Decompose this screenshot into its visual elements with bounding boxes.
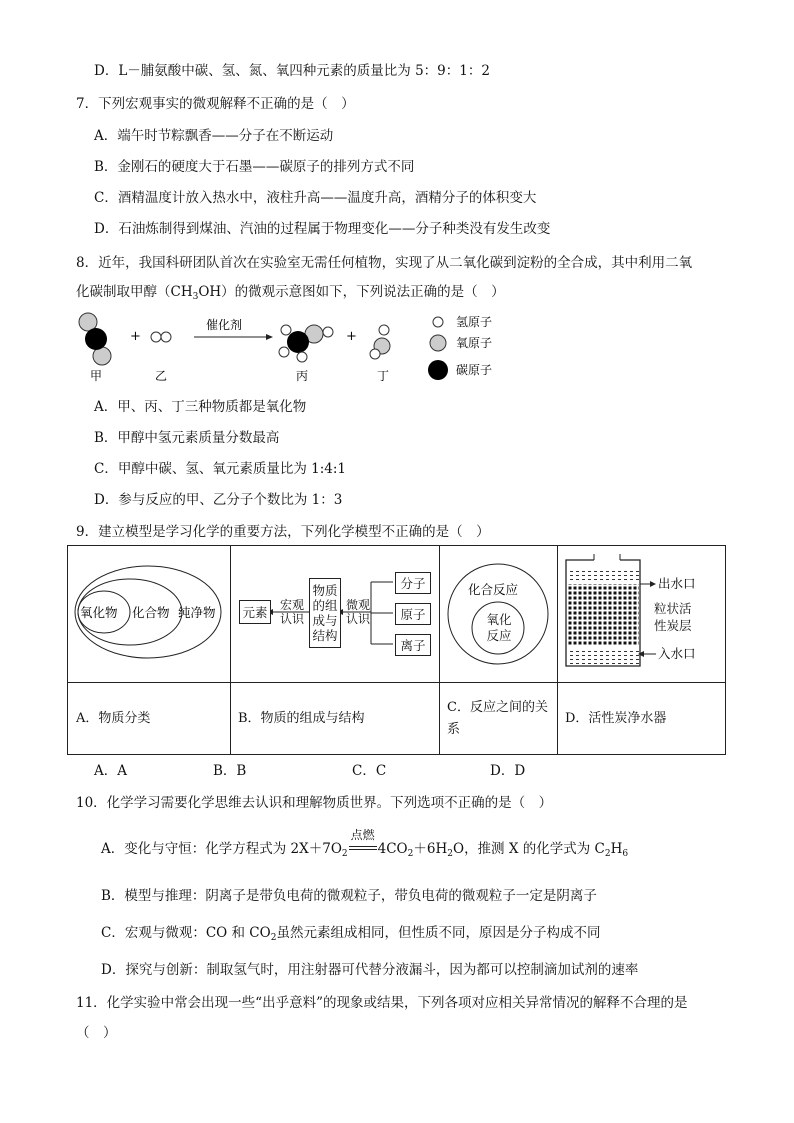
hydrogen-atom <box>279 347 289 357</box>
legend-oxygen-icon <box>430 335 446 351</box>
mid-ellipse-label: 化合物 <box>132 605 170 620</box>
q9-stem: 9．建立模型是学习化学的重要方法，下列化学模型不正确的是（ ） <box>76 524 490 540</box>
q11-stem: 11．化学实验中常会出现一些“出乎意料”的现象或结果，下列各项对应相关异常情况的解释不合理的是 <box>76 995 688 1011</box>
q9-answer-d: D．D <box>490 763 526 779</box>
legend-hydrogen-icon <box>433 317 443 327</box>
legend-hydrogen-label: 氢原子 <box>456 315 493 329</box>
q9-answer-c: C．C <box>352 763 387 779</box>
q10-option-a: A．变化与守恒：化学方程式为 $2X+7O_2$ 点燃 $4CO_2+6H_2O$，推测 X 的化学式为 $C_2H_6$ <box>101 840 628 863</box>
hydrogen-atom <box>281 325 291 335</box>
composition-diagram <box>231 546 439 682</box>
q8-option-b: B．甲醇中氢元素质量分数最高 <box>94 430 280 446</box>
molecule-bing <box>279 325 333 362</box>
micro-label: 微观认识 <box>345 598 370 626</box>
caption-b: B．物质的组成与结构 <box>238 711 365 726</box>
carbon-layer-label: 粒状活性炭层 <box>654 601 692 633</box>
q10-stem: 10．化学学习需要化学思维去认识和理解物质世界。下列选项不正确的是（ ） <box>76 795 553 811</box>
macro-label: 宏观认识 <box>279 598 304 626</box>
q10-option-d: D．探究与创新：制取氢气时，用注射器可代替分液漏斗，因为都可以控制滴加试剂的速率 <box>101 962 639 978</box>
label-bing: 丙 <box>296 369 309 383</box>
reaction-diagram <box>70 308 630 388</box>
legend-carbon-icon <box>428 360 448 380</box>
molecule-jia <box>79 313 111 365</box>
hydrogen-atom <box>297 352 307 362</box>
molecule-yi <box>151 332 171 342</box>
q7-option-a: A．端午时节粽飘香——分子在不断运动 <box>94 128 334 144</box>
catalyst-label: 催化剂 <box>206 318 243 332</box>
condition-ignite: 点燃 <box>350 828 375 842</box>
carbon-atom <box>287 331 309 353</box>
q7-stem: 7．下列宏观事实的微观解释不正确的是（ ） <box>76 96 355 112</box>
inlet-label: 入水口 <box>658 646 696 661</box>
q9-answer-a: A．A <box>94 763 127 779</box>
legend-carbon-label: 碳原子 <box>456 363 493 377</box>
plus-sign: + <box>130 329 141 344</box>
classification-diagram <box>68 546 230 682</box>
q8-option-a: A．甲、丙、丁三种物质都是氧化物 <box>94 399 307 415</box>
q8-option-d: D．参与反应的甲、乙分子个数比为 1：3 <box>94 492 343 508</box>
q7-option-b: B．金刚石的硬度大于石墨——碳原子的排列方式不同 <box>94 159 415 175</box>
q10-option-b: B．模型与推理：阴离子是带负电荷的微观粒子，带负电荷的微观粒子一定是阴离子 <box>101 888 597 904</box>
inner-ellipse-label: 氧化物 <box>80 605 118 620</box>
caption-d: D．活性炭净水器 <box>565 711 667 726</box>
hydrogen-atom <box>323 327 333 337</box>
q9-answer-b: B．B <box>213 763 247 779</box>
caption-a: A．物质分类 <box>76 711 151 726</box>
water-purifier-diagram <box>558 546 726 682</box>
q8-stem-line1: 8．近年，我国科研团队首次在实验室无需任何植物，实现了从二氧化碳到淀粉的全合成，其中利用二氧 <box>76 255 693 271</box>
carbon-atom <box>85 328 107 350</box>
chemical-equation: $2X+7O_2$ 点燃 $4CO_2+6H_2O$ <box>290 828 465 859</box>
center-box: 物质的组成与结构 <box>309 578 341 648</box>
q8-stem-line2: 化碳制取甲醇$(CH_3OH)$的微观示意图如下，下列说法正确的是（ ） <box>76 284 505 302</box>
hydrogen-atom <box>161 332 171 342</box>
label-jia: 甲 <box>90 369 103 383</box>
outer-circle-label: 化合反应 <box>468 582 519 597</box>
q10-option-c: C．宏观与微观：CO 和 $CO_2$虽然元素组成相同，但性质不同，原因是分子构成不同 <box>101 925 601 943</box>
molecule-box: 分子 <box>395 572 431 594</box>
model-table <box>67 545 726 755</box>
outlet-label: 出水口 <box>658 576 696 591</box>
q11-stem-line2: （ ） <box>76 1025 117 1041</box>
q7-option-c: C．酒精温度计放入热水中，液柱升高——温度升高，酒精分子的体积变大 <box>94 190 537 206</box>
inner-circle-label: 氧化反应 <box>486 612 512 643</box>
q8-option-c: C．甲醇中碳、氢、氧元素质量比为 1:4:1 <box>94 461 346 477</box>
hydrogen-atom <box>379 325 389 335</box>
caption-c: C．反应之间的关 系 <box>447 700 548 737</box>
q7-option-d: D．石油炼制得到煤油、汽油的过程属于物理变化——分子种类没有发生改变 <box>94 221 551 237</box>
hydrogen-atom <box>370 349 380 359</box>
outer-ellipse-label: 纯净物 <box>178 605 216 620</box>
hydrogen-atom <box>151 332 161 342</box>
label-yi: 乙 <box>155 369 168 383</box>
plus-sign: + <box>346 329 357 344</box>
atom-box: 原子 <box>395 603 431 625</box>
molecule-ding <box>370 325 390 359</box>
ion-box: 离子 <box>395 634 431 656</box>
label-ding: 丁 <box>377 369 390 383</box>
element-box: 元素 <box>239 600 271 624</box>
legend-oxygen-label: 氧原子 <box>456 336 493 350</box>
q6-option-d: D．L－脯氨酸中碳、氢、氮、氧四种元素的质量比为 5：9：1：2 <box>94 63 490 79</box>
